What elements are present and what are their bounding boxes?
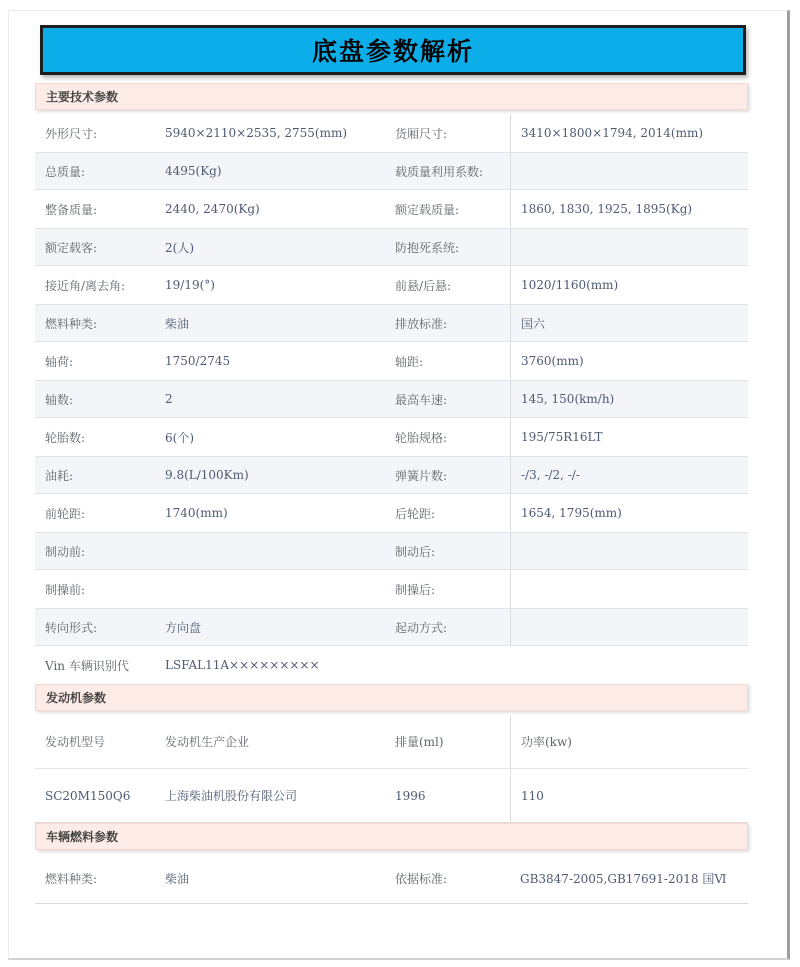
spec-label: 燃料种类: (45, 872, 98, 886)
spec-value: 2440, 2470(Kg) (165, 202, 260, 216)
spec-label: Vin 车辆识别代 (45, 658, 129, 673)
spec-content (35, 83, 748, 904)
spec-label: 排放标准: (395, 316, 448, 331)
spec-label: 轴距: (395, 354, 424, 369)
spec-value (510, 609, 748, 645)
spec-value (510, 229, 748, 265)
spec-label: 前悬/后悬: (395, 278, 452, 293)
spec-row (35, 380, 748, 418)
spec-value (510, 533, 748, 569)
spec-row (35, 266, 748, 304)
spec-value: 9.8(L/100Km) (165, 468, 249, 482)
table-header-cell: 功率(kw) (510, 715, 748, 768)
spec-row (35, 114, 748, 152)
spec-value: 柴油 (165, 316, 190, 331)
spec-label: 整备质量: (45, 202, 98, 217)
spec-label: 总质量: (45, 164, 86, 179)
spec-value: 145, 150(km/h) (510, 381, 748, 417)
spec-label: 额定载客: (45, 240, 98, 255)
table-header-row (35, 715, 748, 769)
table-cell: 1996 (395, 788, 426, 803)
spec-label: 弹簧片数: (395, 468, 448, 483)
table-header-cell: 排量(ml) (395, 735, 444, 749)
spec-value: 3760(mm) (510, 342, 748, 380)
spec-label: 制动前: (45, 544, 86, 559)
table-row (35, 769, 748, 823)
spec-value: 3410×1800×1794, 2014(mm) (510, 114, 748, 152)
spec-value (165, 570, 395, 608)
spec-label: 轮胎规格: (395, 430, 448, 445)
spec-row (35, 304, 748, 342)
spec-label: 依据标准: (395, 872, 448, 886)
spec-row (35, 532, 748, 570)
table-cell: 上海柴油机股份有限公司 (165, 789, 298, 803)
vin-row (35, 646, 748, 684)
spec-value (510, 153, 748, 189)
spec-value (165, 533, 395, 569)
spec-value (510, 570, 748, 608)
spec-value: -/3, -/2, -/- (510, 457, 748, 493)
section-header: 主要技术参数 (35, 83, 748, 110)
spec-value: 1020/1160(mm) (510, 266, 748, 304)
spec-row (35, 494, 748, 532)
spec-row (35, 854, 748, 904)
spec-row (35, 418, 748, 456)
spec-label: 后轮距: (395, 506, 436, 521)
spec-label: 防抱死系统: (395, 240, 460, 255)
table-cell: SC20M150Q6 (45, 788, 131, 803)
spec-row (35, 570, 748, 608)
spec-value: 1740(mm) (165, 506, 228, 520)
spec-value: 19/19(°) (165, 278, 215, 292)
page-title: 底盘参数解析 (311, 37, 474, 66)
spec-value: 1860, 1830, 1925, 1895(Kg) (510, 190, 748, 228)
section-header: 车辆燃料参数 (35, 823, 748, 850)
spec-value: 6(个) (165, 430, 194, 445)
spec-label: 货厢尺寸: (395, 126, 448, 141)
spec-label: 外形尺寸: (45, 126, 98, 141)
spec-value: 1654, 1795(mm) (510, 494, 748, 532)
spec-value: 5940×2110×2535, 2755(mm) (165, 126, 348, 140)
spec-label: 制操后: (395, 582, 436, 597)
spec-label: 转向形式: (45, 620, 98, 635)
title-banner (40, 25, 746, 75)
spec-value: 2 (165, 392, 173, 406)
spec-label: 油耗: (45, 468, 74, 483)
table-cell: 110 (510, 769, 748, 822)
spec-value: 4495(Kg) (165, 164, 222, 178)
spec-label: 轮胎数: (45, 430, 86, 445)
spec-row (35, 342, 748, 380)
spec-row (35, 456, 748, 494)
spec-value: 方向盘 (165, 620, 202, 635)
spec-label: 额定载质量: (395, 202, 460, 217)
spec-label: 前轮距: (45, 506, 86, 521)
spec-value: GB3847-2005,GB17691-2018 国Ⅵ (520, 872, 727, 886)
spec-value: 2(人) (165, 240, 194, 255)
spec-label: 燃料种类: (45, 316, 98, 331)
spec-value: LSFAL11A××××××××× (165, 658, 320, 672)
spec-value: 195/75R16LT (510, 418, 748, 456)
spec-row (35, 608, 748, 646)
spec-label: 接近角/离去角: (45, 278, 126, 293)
spec-label: 轴数: (45, 392, 74, 407)
section-header: 发动机参数 (35, 684, 748, 711)
spec-value: 国六 (510, 305, 748, 341)
spec-row (35, 190, 748, 228)
spec-label: 制动后: (395, 544, 436, 559)
spec-label: 载质量利用系数: (395, 164, 484, 179)
spec-value: 柴油 (165, 872, 190, 886)
spec-label: 轴荷: (45, 354, 74, 369)
spec-value: 1750/2745 (165, 354, 231, 368)
spec-label: 起动方式: (395, 620, 448, 635)
spec-row (35, 152, 748, 190)
spec-label: 最高车速: (395, 392, 448, 407)
spec-row (35, 228, 748, 266)
table-header-cell: 发动机型号 (45, 735, 106, 749)
spec-label: 制操前: (45, 582, 86, 597)
table-header-cell: 发动机生产企业 (165, 735, 250, 749)
